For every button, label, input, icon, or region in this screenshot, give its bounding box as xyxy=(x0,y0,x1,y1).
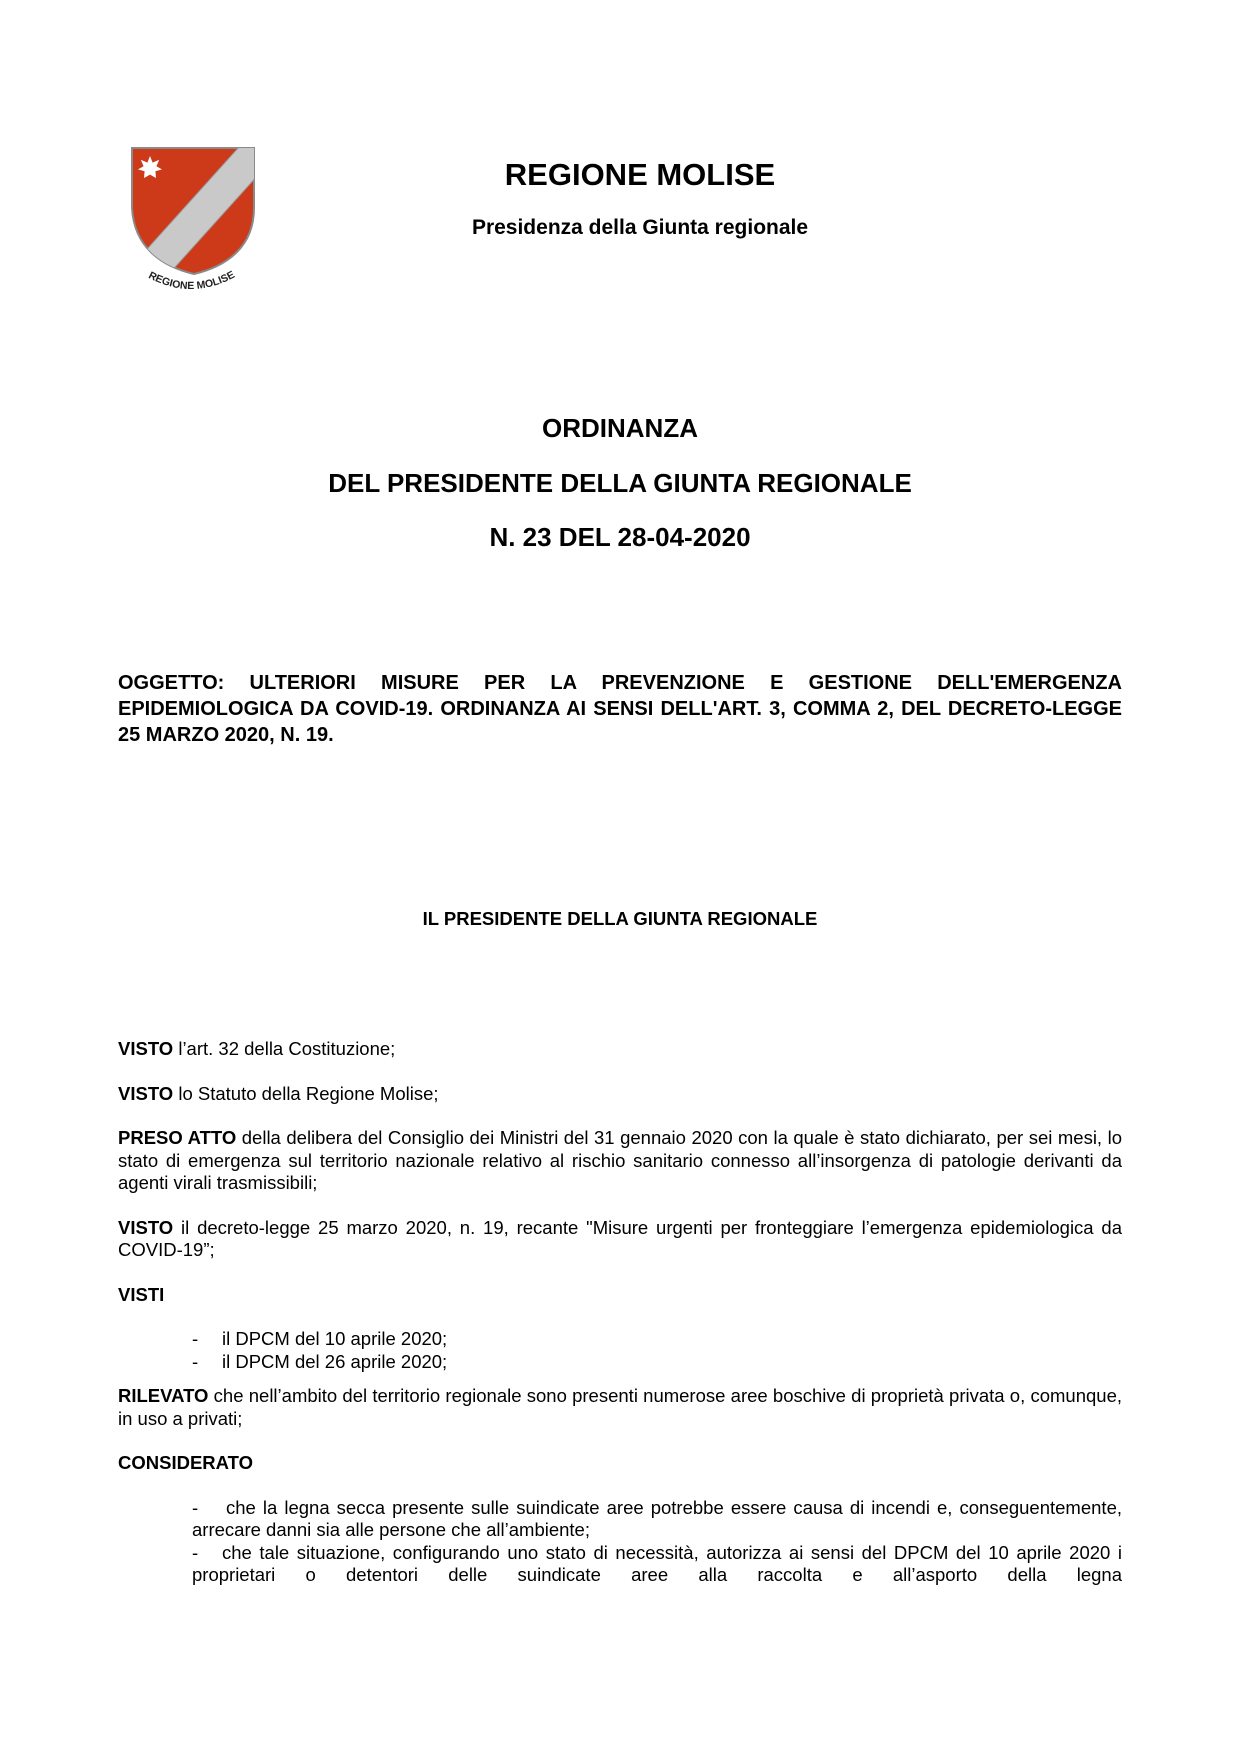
coat-of-arms-icon xyxy=(128,146,260,298)
president-heading: IL PRESIDENTE DELLA GIUNTA REGIONALE xyxy=(422,908,818,929)
paragraph-visti xyxy=(118,1284,1122,1307)
paragraph-preso-atto xyxy=(118,1127,1122,1195)
paragraph-text: della delibera del Consiglio dei Ministri del 31 gennaio 2020 con la quale è stato dichiarato, per sei mesi, lo stato di emergenza sul territorio nazionale relativo al rischio sanitario connesso all’insorgenza di patologie derivanti da agenti virali trasmissibili; xyxy=(118,1127,1122,1193)
region-logo xyxy=(128,146,260,298)
list-item xyxy=(118,1542,1122,1587)
list-item-text: il DPCM del 26 aprile 2020; xyxy=(222,1350,448,1372)
paragraph-lead: RILEVATO xyxy=(118,1385,209,1406)
ordinance-title: ORDINANZA xyxy=(542,413,698,443)
paragraph-visto-costituzione xyxy=(118,1038,1122,1061)
paragraph-lead: VISTO xyxy=(118,1216,174,1238)
paragraph-lead: PRESO ATTO xyxy=(118,1127,237,1148)
ordinance-subtitle: DEL PRESIDENTE DELLA GIUNTA REGIONALE xyxy=(328,468,912,498)
list-item xyxy=(118,1497,1122,1542)
ordinance-number: N. 23 DEL 28-04-2020 xyxy=(489,522,751,552)
paragraph-visto-decreto xyxy=(118,1217,1122,1262)
logo-caption: REGIONE MOLISE xyxy=(146,268,237,293)
document-body xyxy=(118,1038,1122,1587)
paragraph-text: che nell’ambito del territorio regionale sono presenti numerose aree boschive di proprietà privata o, comunque, in uso a privati; xyxy=(118,1385,1122,1429)
paragraph-text: l’art. 32 della Costituzione; xyxy=(173,1038,396,1059)
paragraph-lead: CONSIDERATO xyxy=(118,1452,253,1473)
paragraph-text: il decreto-legge 25 marzo 2020, n. 19, recante "Misure urgenti per fronteggiare l’emergenza epidemiologica da COVID-19”; xyxy=(118,1216,1122,1260)
paragraph-lead: VISTI xyxy=(118,1283,165,1305)
dash-bullet: - xyxy=(192,1541,199,1563)
list-item-text: che tale situazione, configurando uno stato di necessità, autorizza ai sensi del DPCM del 10 aprile 2020 i proprietari o detentori delle suindicate aree alla raccolta e all’asporto della legna xyxy=(192,1541,1122,1585)
list-item-text: che la legna secca presente sulle suindicate aree potrebbe essere causa di incendi e, conseguentemente, arrecare danni sia alle persone che all’ambiente; xyxy=(192,1496,1122,1540)
visti-list xyxy=(118,1328,1122,1373)
subject-paragraph: OGGETTO: ULTERIORI MISURE PER LA PREVENZIONE E GESTIONE DELL'EMERGENZA EPIDEMIOLOGICA DA COVID-19. ORDINANZA AI SENSI DELL'ART. 3, COMMA 2, DEL DECRETO-LEGGE 25 MARZO 2020, N. 19. xyxy=(118,672,1122,746)
paragraph-lead: VISTO xyxy=(118,1038,174,1059)
list-item xyxy=(118,1351,1122,1374)
paragraph-rilevato xyxy=(118,1385,1122,1430)
list-item-text: il DPCM del 10 aprile 2020; xyxy=(222,1328,448,1349)
paragraph-visto-statuto xyxy=(118,1083,1122,1106)
considerato-list xyxy=(118,1497,1122,1587)
dash-bullet: - xyxy=(192,1350,199,1372)
paragraph-text: lo Statuto della Regione Molise; xyxy=(173,1082,439,1104)
paragraph-lead: VISTO xyxy=(118,1082,174,1104)
list-item xyxy=(118,1328,1122,1351)
dash-bullet: - xyxy=(192,1328,199,1349)
org-title: REGIONE MOLISE xyxy=(504,157,776,192)
dash-bullet: - xyxy=(192,1496,199,1518)
paragraph-considerato xyxy=(118,1452,1122,1475)
org-subtitle: Presidenza della Giunta regionale xyxy=(471,216,809,239)
